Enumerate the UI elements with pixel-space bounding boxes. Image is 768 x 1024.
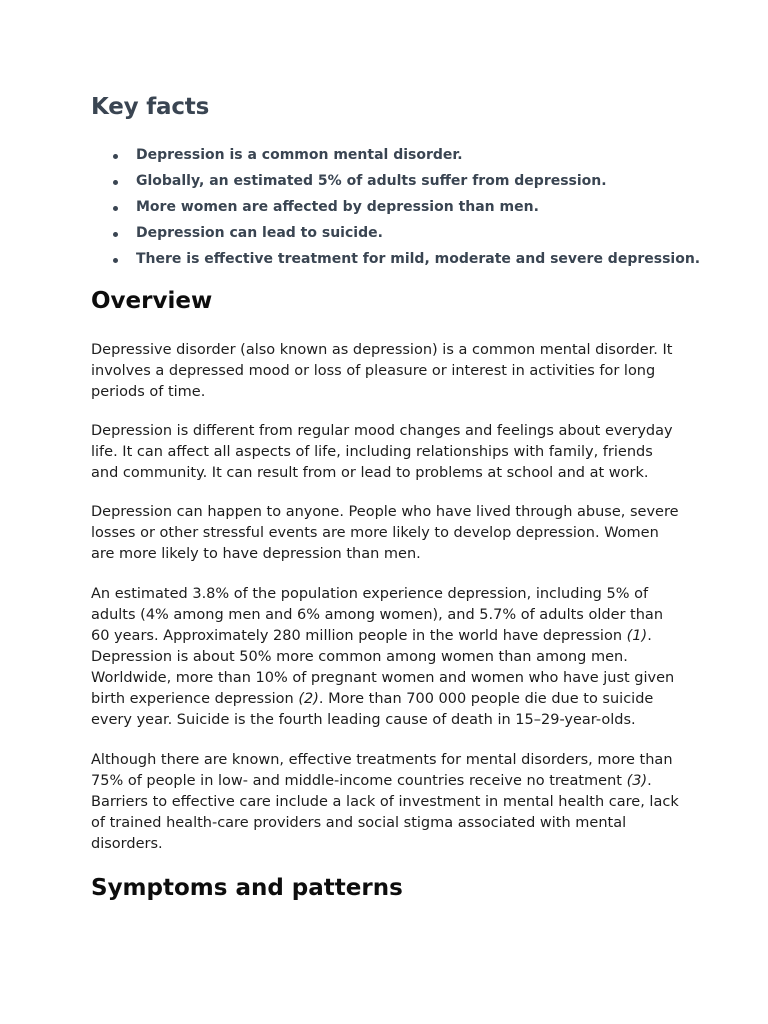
fact-text: Depression is a common mental disorder. (136, 147, 463, 163)
overview-paragraph-2: Depression is different from regular mood changes and feelings about everyday life. It can affect all aspects of life, including relationships with family, friends and community. It can result from or lead to problems at school and at work. (91, 423, 673, 481)
bullet-icon (113, 232, 118, 237)
symptoms-heading: Symptoms and patterns (91, 875, 403, 901)
bullet-icon (113, 154, 118, 159)
overview-paragraph-4 (91, 584, 683, 731)
fact-text: More women are affected by depression than men. (136, 199, 539, 215)
paragraph-text: . More than 700 000 people die due to suicide every year. Suicide is the fourth leading cause of death in 15–29-year-olds. (91, 691, 654, 728)
bullet-icon (113, 206, 118, 211)
overview-heading: Overview (91, 288, 213, 314)
fact-text: There is effective treatment for mild, moderate and severe depression. (136, 251, 701, 267)
fact-text: Depression can lead to suicide. (136, 225, 383, 241)
overview-paragraph-5 (91, 750, 683, 855)
key-facts-heading: Key facts (91, 94, 210, 120)
reference-2: (2) (298, 691, 319, 707)
paragraph-text: . Depression is about 50% more common among women than among men. Worldwide, more than 10% of pregnant women and women who have just given birth experience depression (91, 628, 675, 707)
overview-paragraph-3: Depression can happen to anyone. People who have lived through abuse, severe losses or other stressful events are more likely to develop depression. Women are more likely to have depression than men. (91, 504, 679, 562)
paragraph-text: Although there are known, effective treatments for mental disorders, more than 75% of people in low- and middle-income countries receive no treatment (91, 752, 673, 789)
overview-paragraph-1: Depressive disorder (also known as depression) is a common mental disorder. It involves a depressed mood or loss of pleasure or interest in activities for long periods of time. (91, 342, 673, 400)
list-item (91, 171, 700, 197)
list-item (91, 197, 700, 223)
key-facts-list (91, 145, 700, 275)
list-item (91, 249, 700, 275)
bullet-icon (113, 258, 118, 263)
list-item (91, 223, 700, 249)
bullet-icon (113, 180, 118, 185)
paragraph-text: An estimated 3.8% of the population experience depression, including 5% of adults (4% among men and 6% among women), and 5.7% of adults older than 60 years. Approximately 280 million people in the world have depression (91, 586, 664, 644)
reference-1: (1) (626, 628, 648, 644)
list-item (91, 145, 700, 171)
fact-text: Globally, an estimated 5% of adults suffer from depression. (136, 173, 607, 189)
reference-3: (3) (626, 773, 648, 789)
paragraph-text: . Barriers to effective care include a lack of investment in mental health care, lack of trained health-care providers and social stigma associated with mental disorders. (91, 773, 679, 852)
